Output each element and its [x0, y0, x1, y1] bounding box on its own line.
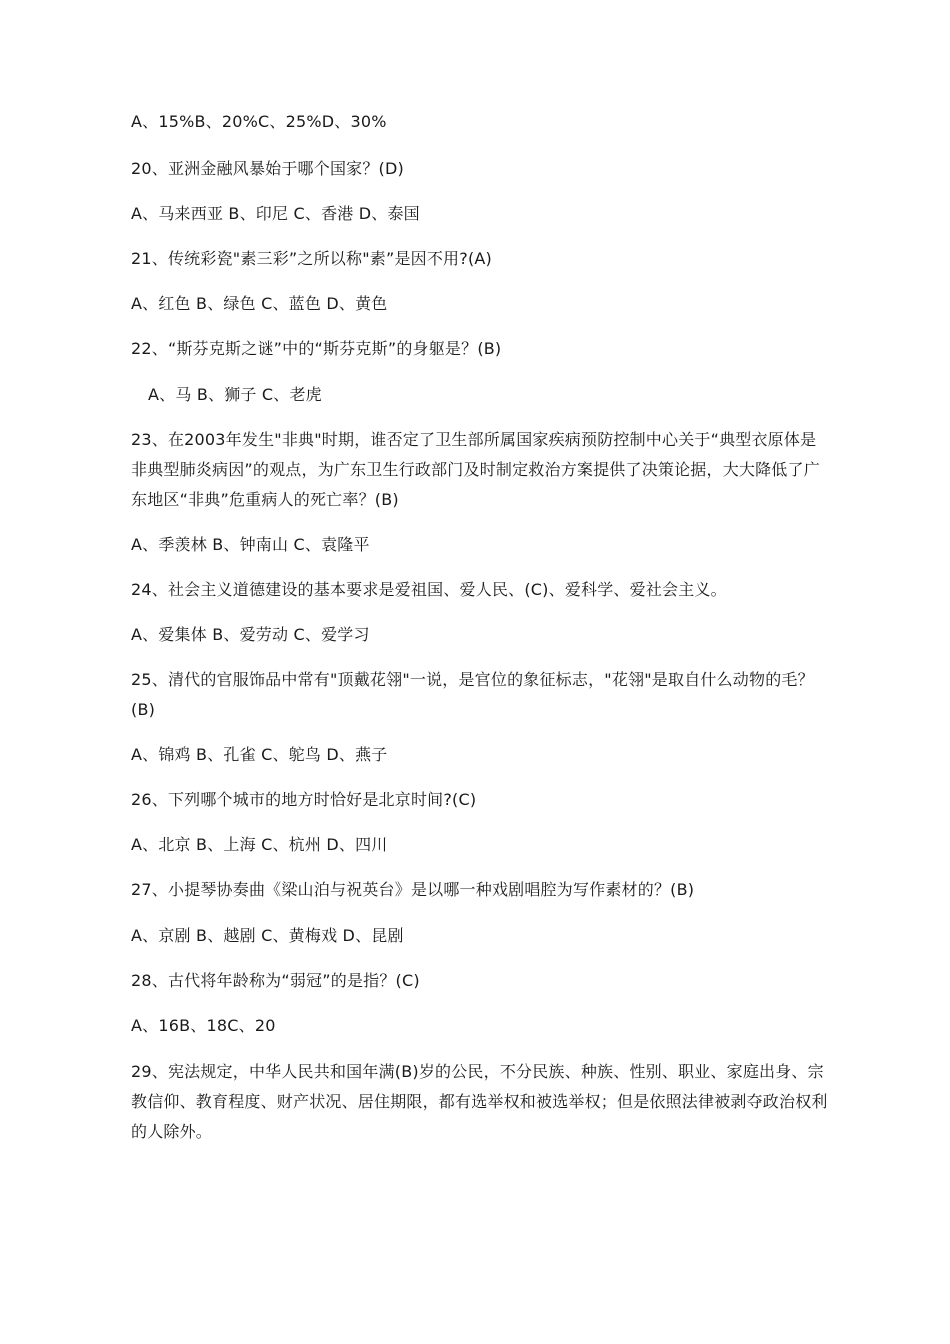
- answer-options-line: A、16B、18C、20: [131, 1016, 276, 1035]
- question-24: 24、社会主义道德建设的基本要求是爱祖国、爱人民、(C)、爱科学、爱社会主义。: [131, 580, 727, 599]
- answer-options-line: A、京剧 B、越剧 C、黄梅戏 D、昆剧: [131, 926, 404, 945]
- answer-options-line: A、北京 B、上海 C、杭州 D、四川: [131, 835, 388, 854]
- question-23: 23、在2003年发生"非典"时期，谁否定了卫生部所属国家疾病预防控制中心关于“典型衣原体是非典型肺炎病因”的观点，为广东卫生行政部门及时制定救治方案提供了决策论据，大大降低了广东地区“非典”危重病人的死亡率？(B): [131, 430, 820, 509]
- answer-options-line: A、15%B、20%C、25%D、30%: [131, 112, 387, 131]
- question-20: 20、亚洲金融风暴始于哪个国家？(D): [131, 159, 404, 178]
- answer-options-line: A、爱集体 B、爱劳动 C、爱学习: [131, 625, 370, 644]
- question-21: 21、传统彩瓷"素三彩”之所以称"素”是因不用?(A): [131, 249, 492, 268]
- answer-options-line: A、马 B、狮子 C、老虎: [148, 385, 322, 404]
- question-22: 22、“斯芬克斯之谜”中的“斯芬克斯”的身躯是？(B): [131, 339, 502, 358]
- answer-options-line: A、锦鸡 B、孔雀 C、鸵鸟 D、燕子: [131, 745, 388, 764]
- question-25: 25、清代的官服饰品中常有"顶戴花翎"一说，是官位的象征标志，"花翎"是取自什么动物的毛？(B): [131, 670, 814, 719]
- question-29: 29、宪法规定，中华人民共和国年满(B)岁的公民，不分民族、种族、性别、职业、家庭出身、宗教信仰、教育程度、财产状况、居住期限，都有选举权和被选举权；但是依照法律被剥夺政治权利的人除外。: [131, 1062, 828, 1141]
- answer-options-line: A、红色 B、绿色 C、蓝色 D、黄色: [131, 294, 388, 313]
- question-28: 28、古代将年龄称为“弱冠”的是指？(C): [131, 971, 420, 990]
- question-27: 27、小提琴协奏曲《梁山泊与祝英台》是以哪一种戏剧唱腔为写作素材的？(B): [131, 880, 695, 899]
- question-26: 26、下列哪个城市的地方时恰好是北京时间?(C): [131, 790, 477, 809]
- answer-options-line: A、马来西亚 B、印尼 C、香港 D、泰国: [131, 204, 420, 223]
- answer-options-line: A、季羡林 B、钟南山 C、袁隆平: [131, 535, 370, 554]
